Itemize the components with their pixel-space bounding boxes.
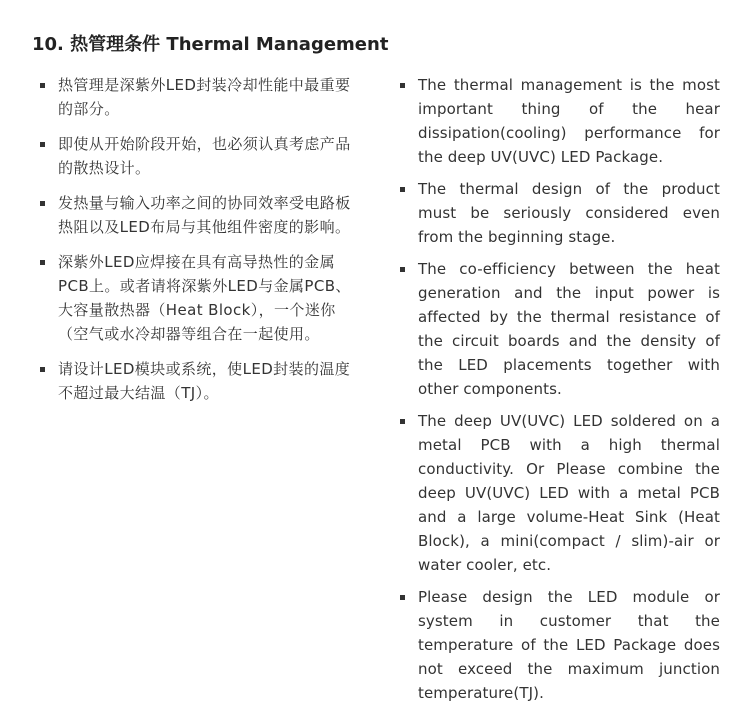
english-bullet-list [398,73,720,713]
chinese-list-item [38,191,362,239]
english-list-item [398,73,720,169]
english-item-text: The deep UV(UVC) LED soldered on a metal PCB with a high thermal conductivity. Or Please combine the deep UV(UVC) LED with a metal PCB and a large volume-Heat Sink (Heat Block), a mini(compact / slim)-air or water cooler, etc. [418,412,720,574]
chinese-item-text: 即使从开始阶段开始，也必须认真考虑产品的散热设计。 [58,135,351,177]
chinese-item-text: 热管理是深紫外LED封装冷却性能中最重要的部分。 [58,76,351,118]
bullet-icon [400,419,405,424]
bullet-icon [40,83,45,88]
bullet-icon [40,260,45,265]
bullet-icon [400,595,405,600]
bullet-icon [400,83,405,88]
chinese-list-item [38,250,362,346]
chinese-item-text: 深紫外LED应焊接在具有高导热性的金属PCB上。或者请将深紫外LED与金属PCB、大容量散热器（Heat Block），一个迷你（空气或水冷却器等组合在一起使用。 [58,253,351,343]
english-list-item [398,585,720,705]
bullet-icon [400,187,405,192]
english-list-item [398,409,720,577]
english-item-text: Please design the LED module or system in customer that the temperature of the LED Package does not exceed the maximum junction temperature(TJ). [418,588,720,702]
bullet-icon [40,367,45,372]
bullet-icon [40,201,45,206]
english-list-item [398,177,720,249]
chinese-list-item [38,132,362,180]
bullet-icon [400,267,405,272]
english-item-text: The thermal management is the most important thing of the hear dissipation(cooling) performance for the deep UV(UVC) LED Package. [418,76,720,166]
bullet-icon [40,142,45,147]
chinese-item-text: 请设计LED模块或系统，使LED封装的温度不超过最大结温（TJ）。 [58,360,351,402]
english-item-text: The thermal design of the product must be seriously considered even from the beginning stage. [418,180,720,246]
chinese-item-text: 发热量与输入功率之间的协同效率受电路板热阻以及LED布局与其他组件密度的影响。 [58,194,351,236]
section-heading: 10. 热管理条件 Thermal Management [32,34,389,55]
chinese-bullet-list [38,73,362,416]
chinese-list-item [38,357,362,405]
english-list-item [398,257,720,401]
english-item-text: The co-efficiency between the heat generation and the input power is affected by the thermal resistance of the circuit boards and the density of the LED placements together with other components. [418,260,720,398]
chinese-list-item [38,73,362,121]
